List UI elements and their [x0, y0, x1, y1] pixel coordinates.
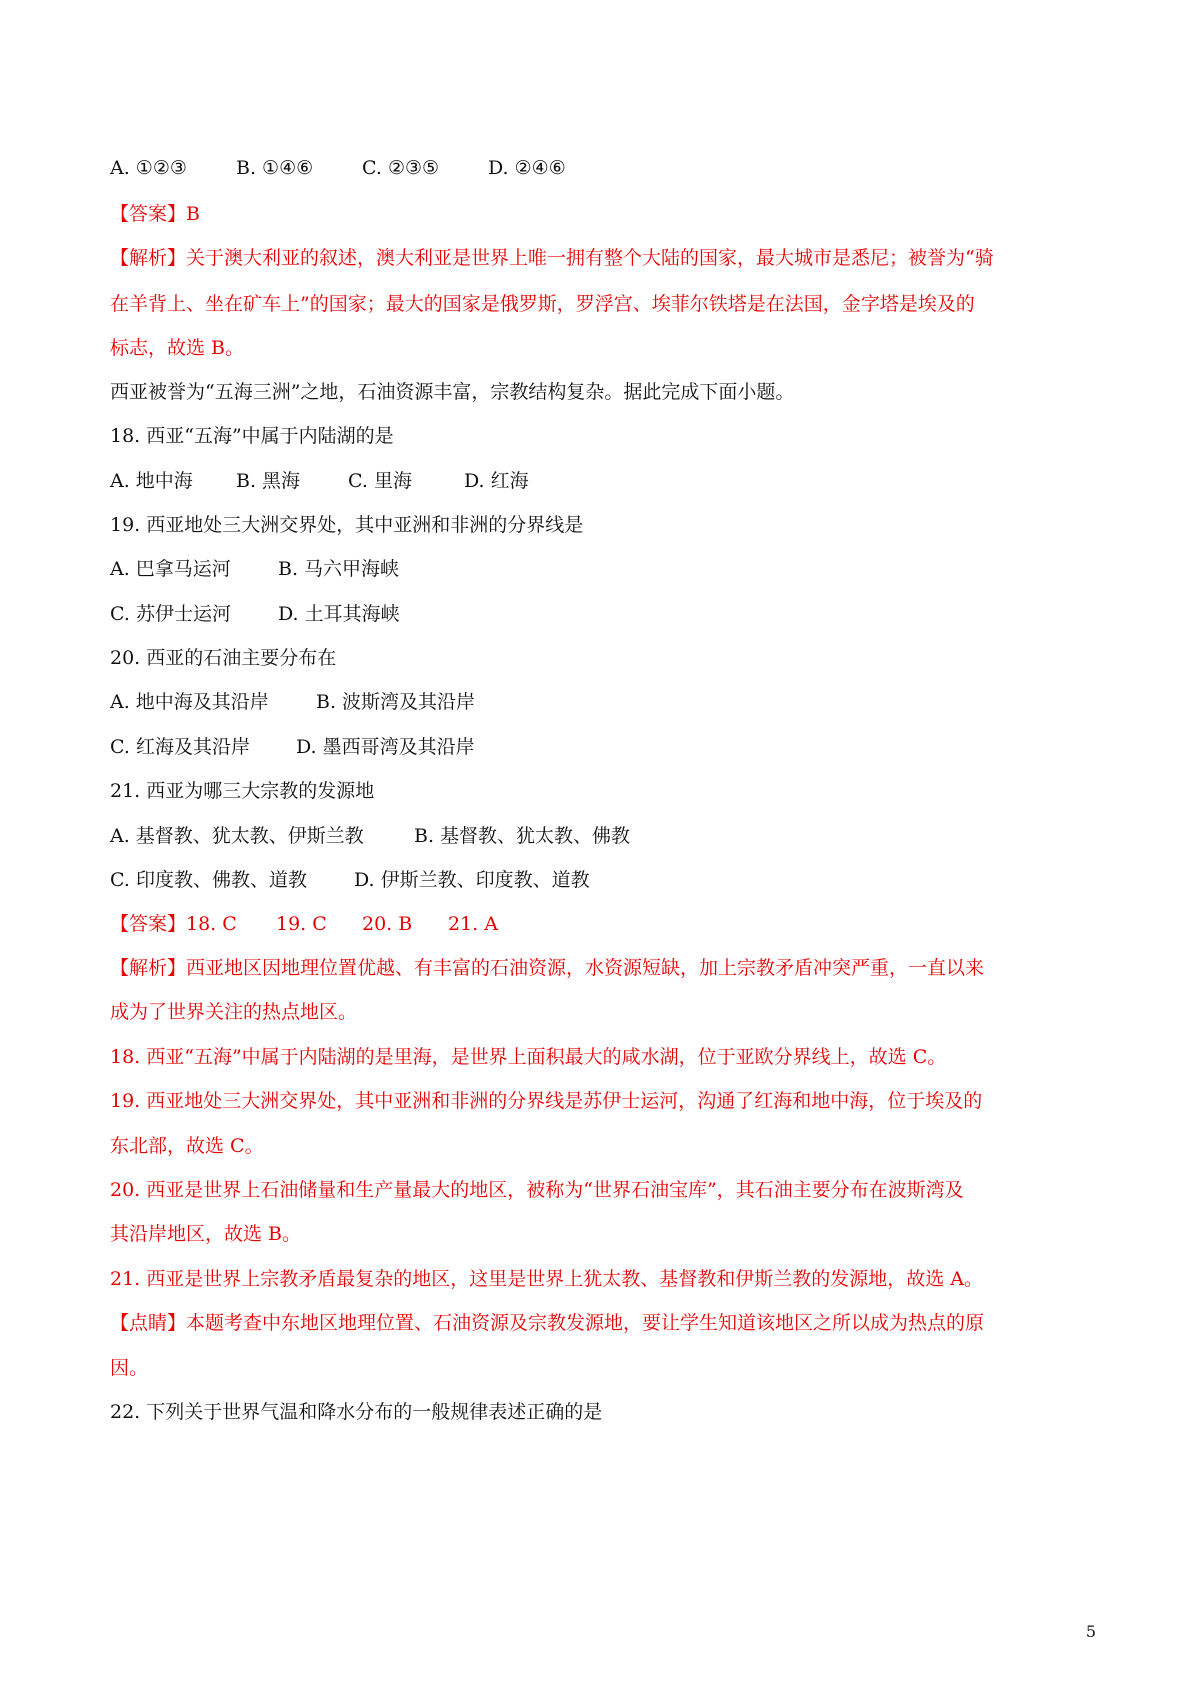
option-c: C. 红海及其沿岸	[110, 736, 250, 758]
question-18-stem: 18. 西亚“五海”中属于内陆湖的是	[110, 425, 394, 447]
question-20-options	[110, 733, 1090, 761]
option-b: B. 马六甲海峡	[278, 558, 400, 580]
option-d: D. 墨西哥湾及其沿岸	[296, 736, 475, 758]
option-d: D. 伊斯兰教、印度教、道教	[354, 869, 590, 891]
analysis-line: 19. 西亚地处三大洲交界处，其中亚洲和非洲的分界线是苏伊士运河，沟通了红海和地中海，位于埃及的	[110, 1090, 983, 1112]
answer-19: 19. C	[276, 913, 327, 935]
option-a: A. 地中海	[110, 470, 193, 492]
q17-analysis-line: 在羊背上、坐在矿车上”的国家；最大的国家是俄罗斯，罗浮宫、埃菲尔铁塔是在法国，金字塔是埃及的	[110, 293, 975, 315]
question-21-options	[110, 866, 1090, 894]
question-19-options	[110, 555, 1090, 583]
q17-analysis-line: 【解析】关于澳大利亚的叙述，澳大利亚是世界上唯一拥有整个大陆的国家，最大城市是悉尼；被誉为“骑	[110, 247, 994, 269]
option-c: C. ②③⑤	[362, 157, 440, 179]
intro-text: 西亚被誉为“五海三洲”之地，石油资源丰富，宗教结构复杂。据此完成下面小题。	[110, 381, 795, 403]
option-b: B. ①④⑥	[236, 157, 314, 179]
option-b: B. 黑海	[236, 470, 301, 492]
question-22-stem: 22. 下列关于世界气温和降水分布的一般规律表述正确的是	[110, 1401, 603, 1423]
analysis-line: 【解析】西亚地区因地理位置优越、有丰富的石油资源，水资源短缺，加上宗教矛盾冲突严重，一直以来	[110, 957, 985, 979]
analysis-line: 18. 西亚“五海”中属于内陆湖的是里海，是世界上面积最大的咸水湖，位于亚欧分界线上，故选 C。	[110, 1046, 947, 1068]
question-18-options	[110, 467, 1090, 495]
page-number: 5	[1085, 1622, 1096, 1641]
option-a: A. 基督教、犹太教、伊斯兰教	[110, 825, 364, 847]
answer-20: 20. B	[362, 913, 413, 935]
q17-options	[110, 154, 1090, 182]
analysis-line: 21. 西亚是世界上宗教矛盾最复杂的地区，这里是世界上犹太教、基督教和伊斯兰教的发源地，故选 A。	[110, 1268, 984, 1290]
option-d: D. 红海	[464, 470, 529, 492]
analysis-line: 其沿岸地区，故选 B。	[110, 1223, 302, 1245]
q17-answer: 【答案】B	[110, 203, 200, 225]
question-19-options	[110, 600, 1090, 628]
question-21-stem: 21. 西亚为哪三大宗教的发源地	[110, 780, 375, 802]
option-c: C. 里海	[348, 470, 412, 492]
analysis-line: 东北部，故选 C。	[110, 1135, 264, 1157]
analysis-line: 成为了世界关注的热点地区。	[110, 1001, 358, 1023]
question-21-options	[110, 822, 1090, 850]
comment-line: 因。	[110, 1357, 149, 1379]
answers-18-21	[110, 910, 1090, 938]
option-a: A. 地中海及其沿岸	[110, 691, 269, 713]
comment-line: 【点睛】本题考查中东地区地理位置、石油资源及宗教发源地，要让学生知道该地区之所以成为热点的原	[110, 1312, 985, 1334]
option-a: A. ①②③	[110, 157, 187, 179]
question-19-stem: 19. 西亚地处三大洲交界处，其中亚洲和非洲的分界线是	[110, 514, 584, 536]
option-c: C. 苏伊士运河	[110, 603, 231, 625]
q17-analysis-line: 标志，故选 B。	[110, 337, 245, 359]
answer-18: 【答案】18. C	[110, 913, 237, 935]
option-a: A. 巴拿马运河	[110, 558, 231, 580]
answer-21: 21. A	[448, 913, 498, 935]
analysis-line: 20. 西亚是世界上石油储量和生产量最大的地区，被称为“世界石油宝库”，其石油主要分布在波斯湾及	[110, 1179, 964, 1201]
option-d: D. 土耳其海峡	[278, 603, 400, 625]
option-d: D. ②④⑥	[488, 157, 566, 179]
option-b: B. 基督教、犹太教、佛教	[414, 825, 631, 847]
question-20-stem: 20. 西亚的石油主要分布在	[110, 647, 337, 669]
option-b: B. 波斯湾及其沿岸	[316, 691, 476, 713]
option-c: C. 印度教、佛教、道教	[110, 869, 307, 891]
question-20-options	[110, 688, 1090, 716]
